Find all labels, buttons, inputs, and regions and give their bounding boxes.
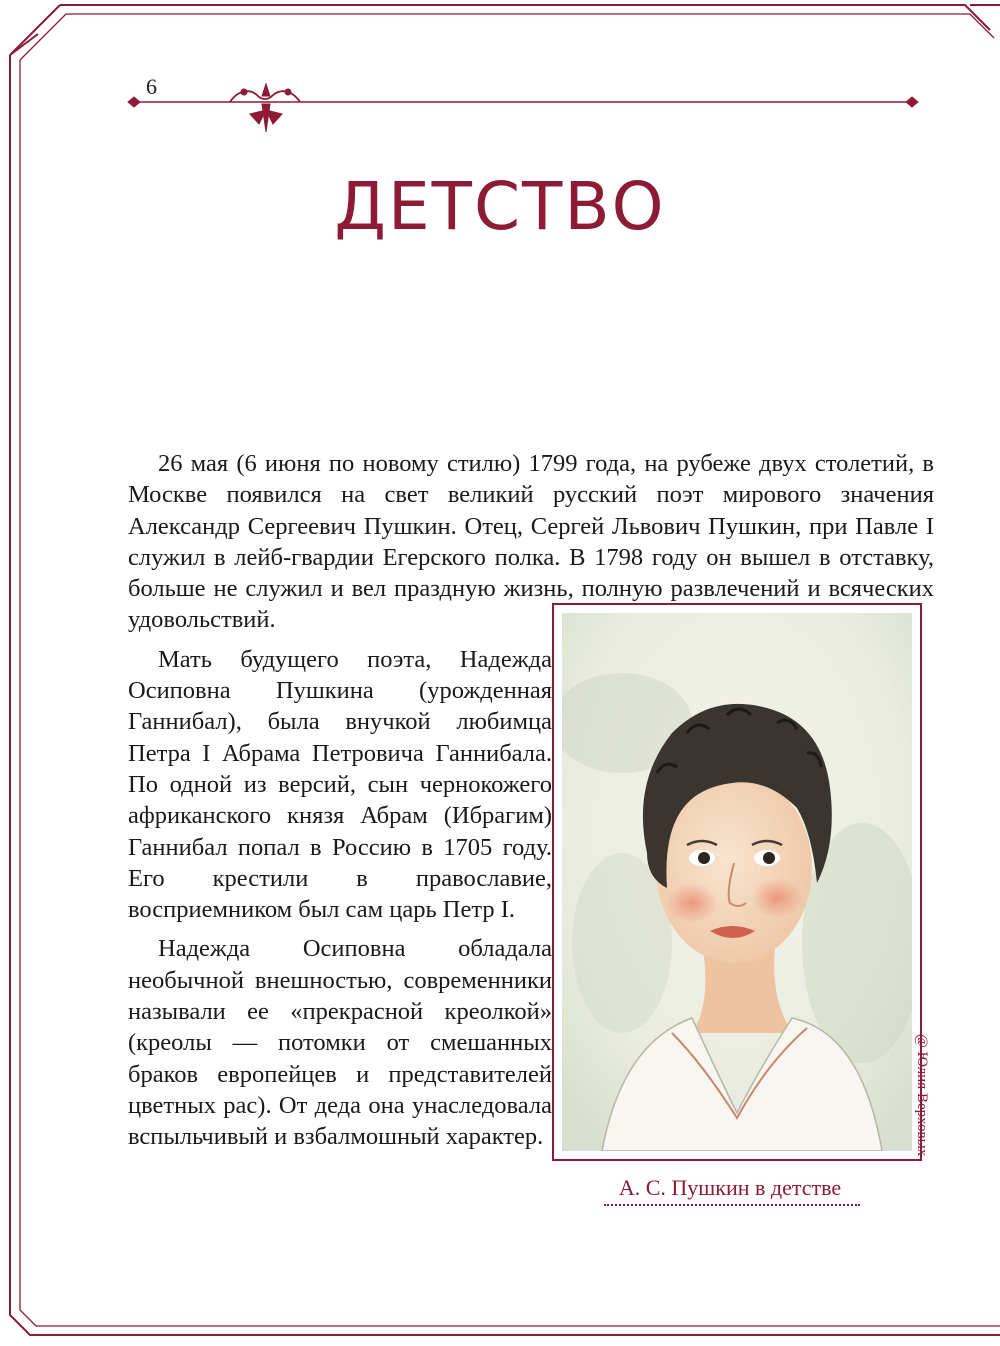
chapter-title: ДЕТСТВО (334, 168, 666, 245)
portrait-painting (562, 613, 912, 1151)
caption-dotted-rule (604, 1204, 860, 1206)
paragraph-1: 26 мая (6 июня по новому стилю) 1799 года, на рубеже двух столетий, в Москве появился на свет великий русский поэт мирового значения Александр Сергеевич Пушкин. Отец, Сергей Львович Пушкин, при Павле I служил в лейб-гвардии Егерского полка. В 1798 году он вышел в отставку, больше не служил и вел праздную жизнь, полную развлечений и всяческих удовольствий. (128, 450, 934, 634)
illustration-credit: @ Юлия Верховых (914, 1034, 930, 1157)
illustration-caption: А. С. Пушкин в детстве (618, 1175, 842, 1200)
page-number: 6 (146, 74, 157, 99)
header-rule (128, 84, 918, 132)
paragraph-2: Мать будущего поэта, Надежда Осиповна Пушкина (урожденная Ганнибал), была внучкой любимца Петра I Абрама Петровича Ганнибала. По одной из версий, сын чернокожего африканского князя Абрам (Ибрагим) Ганнибал попал в Россию в 1705 году. Его крестили в православие, восприемником был сам царь Петр I. (128, 645, 552, 924)
paragraph-3: Надежда Осиповна обладала необычной внешностью, современники называли ее «прекрасной креолкой» (креолы — потомки от смешанных браков европейцев и представителей цветных рас). От деда она унаследовала вспыльчивый и взбалмошный характер. (128, 935, 552, 1151)
portrait-frame (552, 603, 922, 1161)
child-portrait-image (562, 613, 912, 1151)
